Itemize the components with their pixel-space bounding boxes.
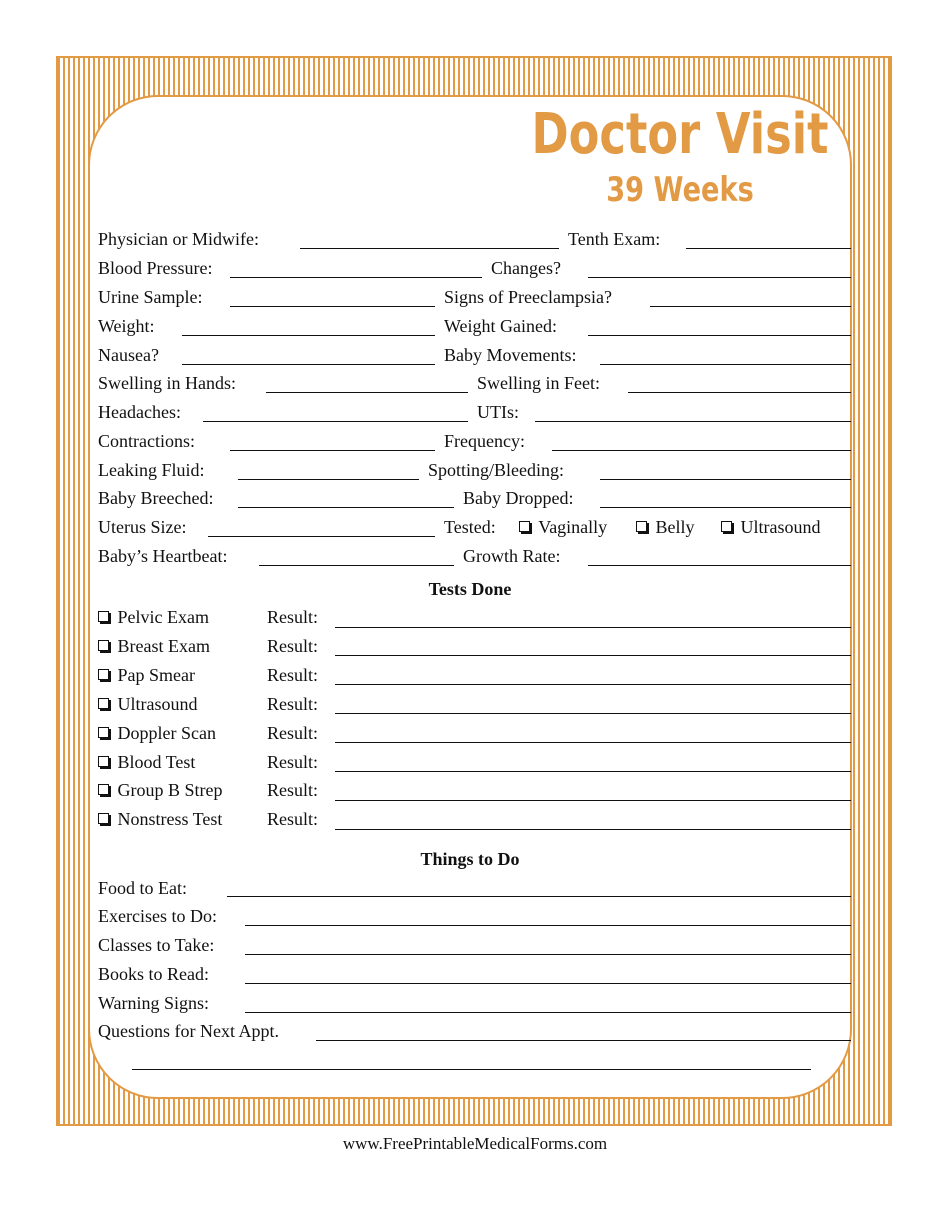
swelling-hands-label: Swelling in Hands: [98, 373, 236, 393]
test-item-label: Doppler Scan [117, 723, 216, 743]
weight-label: Weight: [98, 316, 155, 336]
result-label: Result: [267, 723, 319, 743]
result-field[interactable] [335, 655, 851, 656]
exercises-field[interactable] [245, 925, 851, 926]
headaches-label: Headaches: [98, 402, 181, 422]
tested-label: Tested: [444, 517, 496, 537]
baby-breeched-label: Baby Breeched: [98, 488, 214, 508]
result-field[interactable] [335, 713, 851, 714]
test-item-label: Pap Smear [117, 665, 195, 685]
food-label: Food to Eat: [98, 878, 187, 898]
changes-field[interactable] [588, 277, 851, 278]
physician-field[interactable] [300, 248, 559, 249]
test-item-label: Nonstress Test [117, 809, 223, 829]
spotting-label: Spotting/Bleeding: [428, 460, 565, 480]
tenth-exam-field[interactable] [686, 248, 851, 249]
tested-ultrasound-label: Ultrasound [740, 517, 821, 537]
test-item[interactable] [98, 751, 195, 773]
page-title: Doctor Visit [531, 102, 829, 167]
nausea-label: Nausea? [98, 345, 159, 365]
test-item-label: Blood Test [117, 752, 196, 772]
changes-label: Changes? [491, 258, 561, 278]
checkbox-icon[interactable] [98, 727, 109, 738]
swelling-feet-field[interactable] [628, 392, 851, 393]
test-item[interactable] [98, 722, 216, 744]
tested-vaginally-option[interactable] [519, 516, 607, 538]
page-subtitle: 39 Weeks [606, 170, 754, 210]
result-label: Result: [267, 809, 319, 829]
weight-gained-label: Weight Gained: [444, 316, 558, 336]
preeclampsia-field[interactable] [650, 306, 851, 307]
result-field[interactable] [335, 742, 851, 743]
tenth-exam-label: Tenth Exam: [568, 229, 661, 249]
result-label: Result: [267, 607, 319, 627]
checkbox-icon[interactable] [98, 611, 109, 622]
urine-sample-field[interactable] [230, 306, 435, 307]
things-to-do-heading: Things to Do [420, 849, 520, 869]
contractions-label: Contractions: [98, 431, 195, 451]
physician-label: Physician or Midwife: [98, 229, 259, 249]
result-label: Result: [267, 636, 319, 656]
result-label: Result: [267, 752, 319, 772]
checkbox-icon[interactable] [98, 640, 109, 651]
baby-breeched-field[interactable] [238, 507, 454, 508]
frequency-label: Frequency: [444, 431, 525, 451]
test-item[interactable] [98, 635, 210, 657]
spotting-field[interactable] [600, 479, 851, 480]
heartbeat-label: Baby’s Heartbeat: [98, 546, 228, 566]
utis-field[interactable] [535, 421, 851, 422]
test-item[interactable] [98, 664, 195, 686]
result-label: Result: [267, 694, 319, 714]
contractions-field[interactable] [230, 450, 435, 451]
headaches-field[interactable] [203, 421, 468, 422]
heartbeat-field[interactable] [259, 565, 454, 566]
food-field[interactable] [227, 896, 851, 897]
classes-field[interactable] [245, 954, 851, 955]
checkbox-icon[interactable] [98, 698, 109, 709]
result-field[interactable] [335, 829, 851, 830]
checkbox-icon[interactable] [98, 756, 109, 767]
test-item-label: Group B Strep [117, 780, 223, 800]
tests-done-heading: Tests Done [428, 579, 512, 599]
tested-belly-label: Belly [655, 517, 695, 537]
result-label: Result: [267, 780, 319, 800]
swelling-feet-label: Swelling in Feet: [477, 373, 600, 393]
checkbox-icon[interactable] [98, 669, 109, 680]
weight-field[interactable] [182, 335, 435, 336]
result-field[interactable] [335, 627, 851, 628]
uterus-size-label: Uterus Size: [98, 517, 187, 537]
tested-belly-option[interactable] [636, 516, 695, 538]
utis-label: UTIs: [477, 402, 519, 422]
urine-sample-label: Urine Sample: [98, 287, 203, 307]
footer-url: www.FreePrintableMedicalForms.com [342, 1134, 608, 1153]
result-field[interactable] [335, 800, 851, 801]
test-item[interactable] [98, 693, 198, 715]
result-label: Result: [267, 665, 319, 685]
frequency-field[interactable] [552, 450, 851, 451]
nausea-field[interactable] [182, 364, 435, 365]
blood-pressure-field[interactable] [230, 277, 482, 278]
test-item[interactable] [98, 606, 209, 628]
leaking-fluid-label: Leaking Fluid: [98, 460, 205, 480]
warning-signs-label: Warning Signs: [98, 993, 210, 1013]
test-item-label: Ultrasound [117, 694, 198, 714]
blood-pressure-label: Blood Pressure: [98, 258, 213, 278]
weight-gained-field[interactable] [588, 335, 851, 336]
test-item[interactable] [98, 808, 222, 830]
uterus-size-field[interactable] [208, 536, 435, 537]
preeclampsia-label: Signs of Preeclampsia? [444, 287, 612, 307]
growth-rate-field[interactable] [588, 565, 851, 566]
classes-label: Classes to Take: [98, 935, 215, 955]
baby-movements-field[interactable] [600, 364, 851, 365]
checkbox-icon[interactable] [98, 784, 109, 795]
exercises-label: Exercises to Do: [98, 906, 217, 926]
growth-rate-label: Growth Rate: [463, 546, 561, 566]
test-item-label: Breast Exam [117, 636, 210, 656]
warning-signs-field[interactable] [245, 1012, 851, 1013]
checkbox-icon[interactable] [721, 521, 732, 532]
questions-label: Questions for Next Appt. [98, 1021, 279, 1041]
leaking-fluid-field[interactable] [238, 479, 419, 480]
books-label: Books to Read: [98, 964, 209, 984]
result-field[interactable] [335, 771, 851, 772]
books-field[interactable] [245, 983, 851, 984]
questions-field-extra[interactable] [132, 1069, 811, 1070]
baby-dropped-field[interactable] [600, 507, 851, 508]
tested-vaginally-label: Vaginally [538, 517, 608, 537]
baby-movements-label: Baby Movements: [444, 345, 577, 365]
test-item-label: Pelvic Exam [117, 607, 209, 627]
tested-ultrasound-option[interactable] [721, 516, 821, 538]
checkbox-icon[interactable] [98, 813, 109, 824]
checkbox-icon[interactable] [519, 521, 530, 532]
test-item[interactable] [98, 779, 223, 801]
baby-dropped-label: Baby Dropped: [463, 488, 574, 508]
checkbox-icon[interactable] [636, 521, 647, 532]
swelling-hands-field[interactable] [266, 392, 468, 393]
result-field[interactable] [335, 684, 851, 685]
questions-field[interactable] [316, 1040, 851, 1041]
